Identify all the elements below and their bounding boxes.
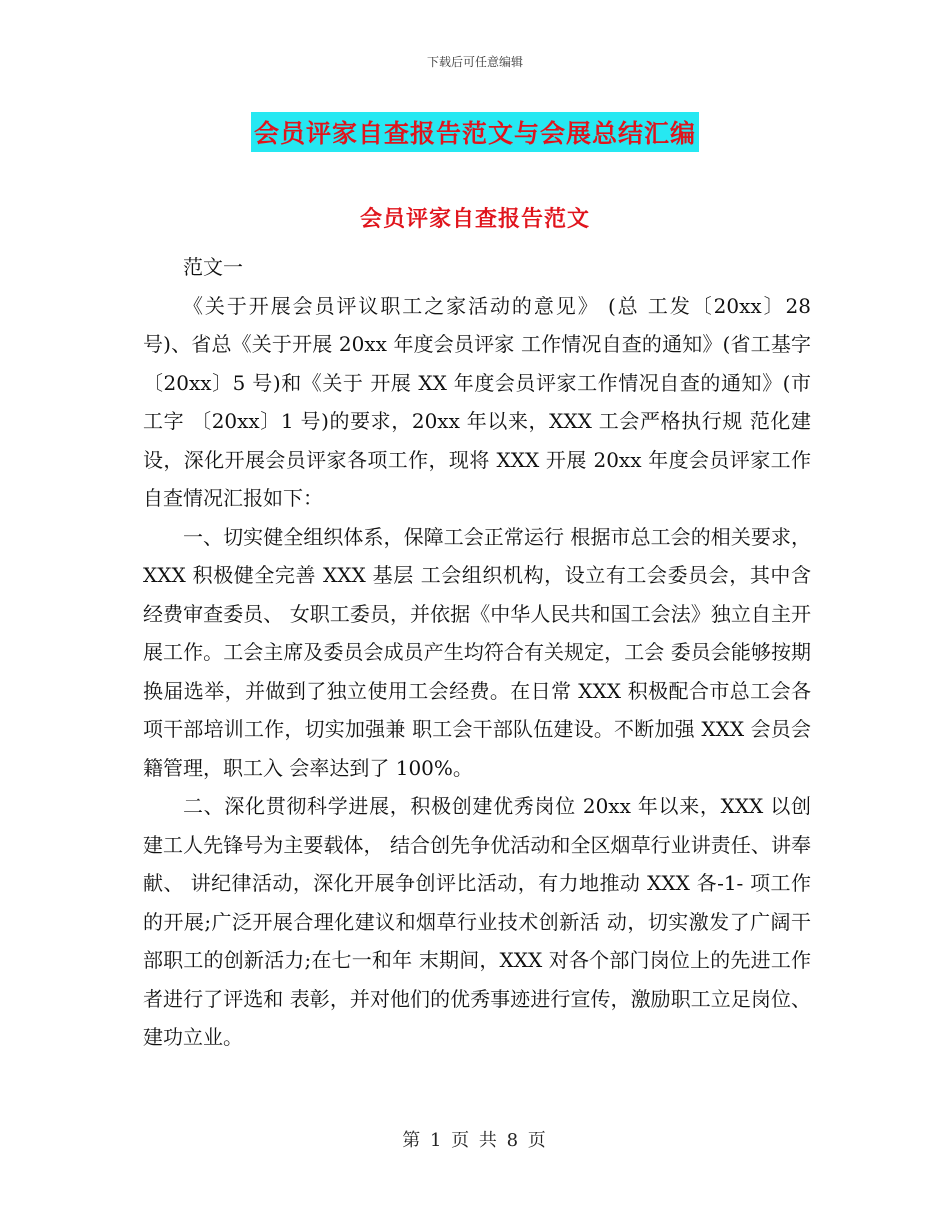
paragraph-section-one: 一、切实健全组织体系，保障工会正常运行 根据市总工会的相关要求，XXX 积极健全完善 XXX 基层 工会组织机构，设立有工会委员会，其中含经费审查委员、 女职工委员，并依据《中华人民共和国工会法》独立自主开 展工作。工会主席及委员会成员产生均符合有关规定，工会 委员会能够按期换届选举，并做到了独立使用工会经费。在日常 XXX 积极配合市总工会各项干部培训工作，切实加强兼 职工会干部队伍建设。不断加强 XXX 会员会籍管理，职工入 会率达到了 100%。	[143, 524, 811, 780]
paragraph-intro: 《关于开展会员评议职工之家活动的意见》 (总 工发〔20xx〕28 号)、省总《关于开展 20xx 年度会员评家 工作情况自查的通知》(省工基字〔20xx〕5 号)和《关于 开展 XX 年度会员评家工作情况自查的通知》(市工字 〔20xx〕1 号)的要求，20xx 年以来，XXX 工会严格执行规 范化建设，深化开展会员评家各项工作，现将 XXX 开展 20xx 年度会员评家工作自查情况汇报如下：	[143, 293, 811, 510]
subheading: 范文一	[183, 255, 243, 279]
section-title: 会员评家自查报告范文	[359, 207, 590, 232]
document-title-text: 会员评家自查报告范文与会展总结汇编	[251, 112, 699, 152]
paragraph-section-two: 二、深化贯彻科学进展，积极创建优秀岗位 20xx 年以来，XXX 以创建工人先锋号为主要载体， 结合创先争优活动和全区烟草行业讲责任、讲奉献、 讲纪律活动，深化开展争创评比活动，有力地推动 XXX 各-1- 项工作的开展;广泛开展合理化建议和烟草行业技术创新活 动，切实激发了广阔干部职工的创新活力;在七一和年 末期间，XXX 对各个部门岗位上的先进工作者进行了评选和 表彰，并对他们的优秀事迹进行宣传，激励职工立足岗位、 建功立业。	[143, 794, 811, 1049]
header-note: 下载后可任意编辑	[426, 55, 523, 69]
document-title	[0, 112, 950, 152]
page-footer: 第 1 页 共 8 页	[402, 1130, 548, 1151]
document-body	[143, 248, 811, 1057]
